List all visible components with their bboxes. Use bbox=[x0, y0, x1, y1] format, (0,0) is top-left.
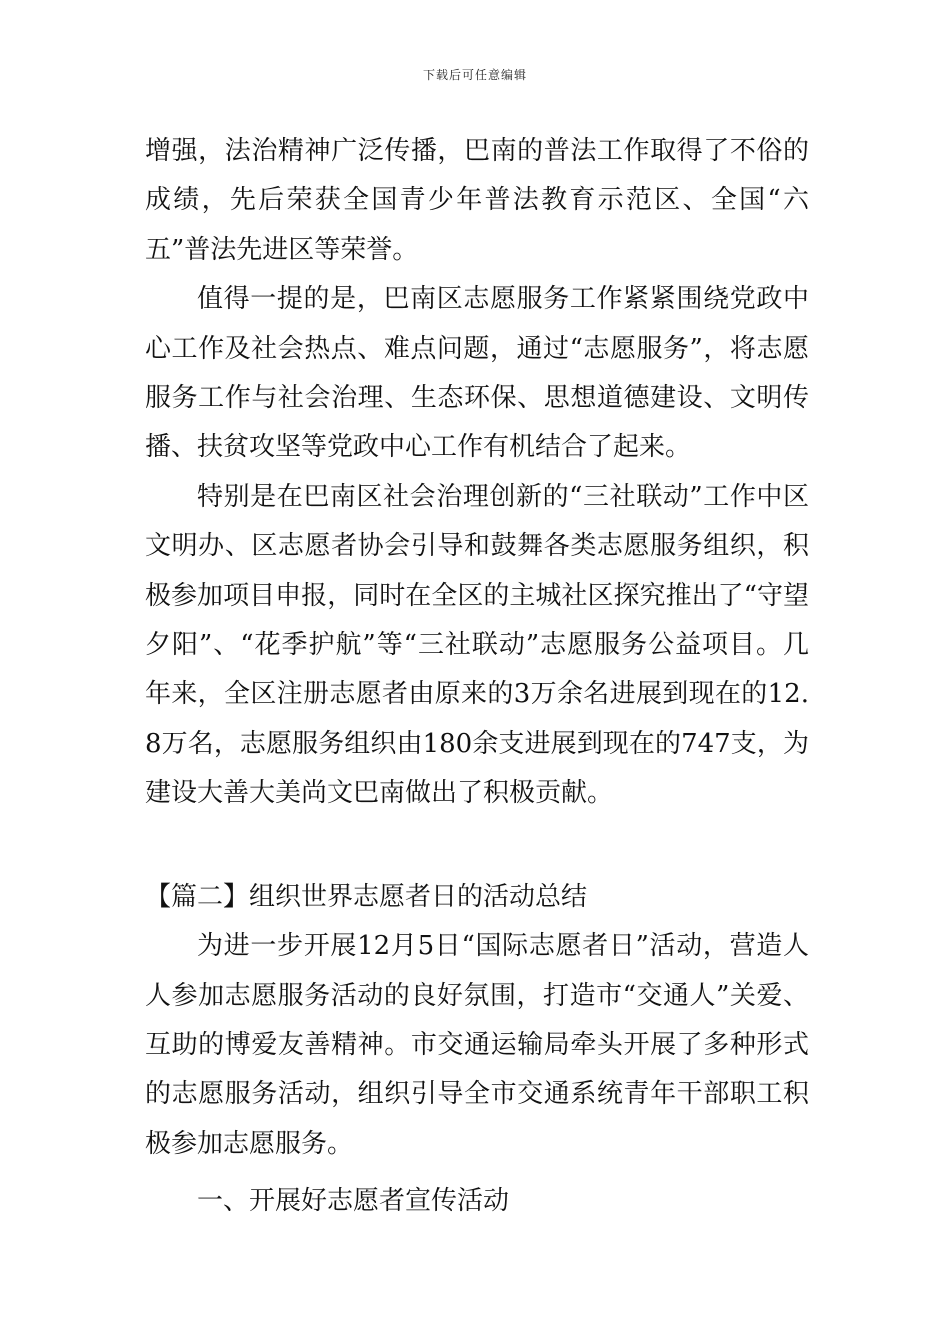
sub-heading: 一、开展好志愿者宣传活动 bbox=[197, 1186, 510, 1217]
paragraph-2: 值得一提的是，巴南区志愿服务工作紧紧围绕党政中心工作及社会热点、难点问题，通过“志愿服务”，将志愿服务工作与社会治理、生态环保、思想道德建设、文明传播、扶贫攻坚等党政中心工作有机结合了起来。 bbox=[145, 284, 809, 463]
document-body bbox=[145, 127, 809, 1227]
section-title: 【篇二】组织世界志愿者日的活动总结 bbox=[145, 881, 588, 912]
paragraph-1: 增强，法治精神广泛传播，巴南的普法工作取得了不俗的成绩，先后荣获全国青少年普法教育示范区、全国“六五”普法先进区等荣誉。 bbox=[145, 136, 809, 265]
paragraph-4: 为进一步开展12月5日“国际志愿者日”活动，营造人人参加志愿服务活动的良好氛围，打造市“交通人”关爱、互助的博爱友善精神。市交通运输局牵头开展了多种形式的志愿服务活动，组织引导全市交通系统青年干部职工积极参加志愿服务。 bbox=[145, 931, 809, 1159]
page-header-note: 下载后可任意编辑 bbox=[422, 68, 527, 82]
paragraph-3: 特别是在巴南区社会治理创新的“三社联动”工作中区文明办、区志愿者协会引导和鼓舞各类志愿服务组织，积极参加项目申报，同时在全区的主城社区探究推出了“守望夕阳”、“花季护航”等“三社联动”志愿服务公益项目。几年来，全区注册志愿者由原来的3万余名进展到现在的12.8万名，志愿服务组织由180余支进展到现在的747支，为建设大善大美尚文巴南做出了积极贡献。 bbox=[145, 481, 809, 809]
